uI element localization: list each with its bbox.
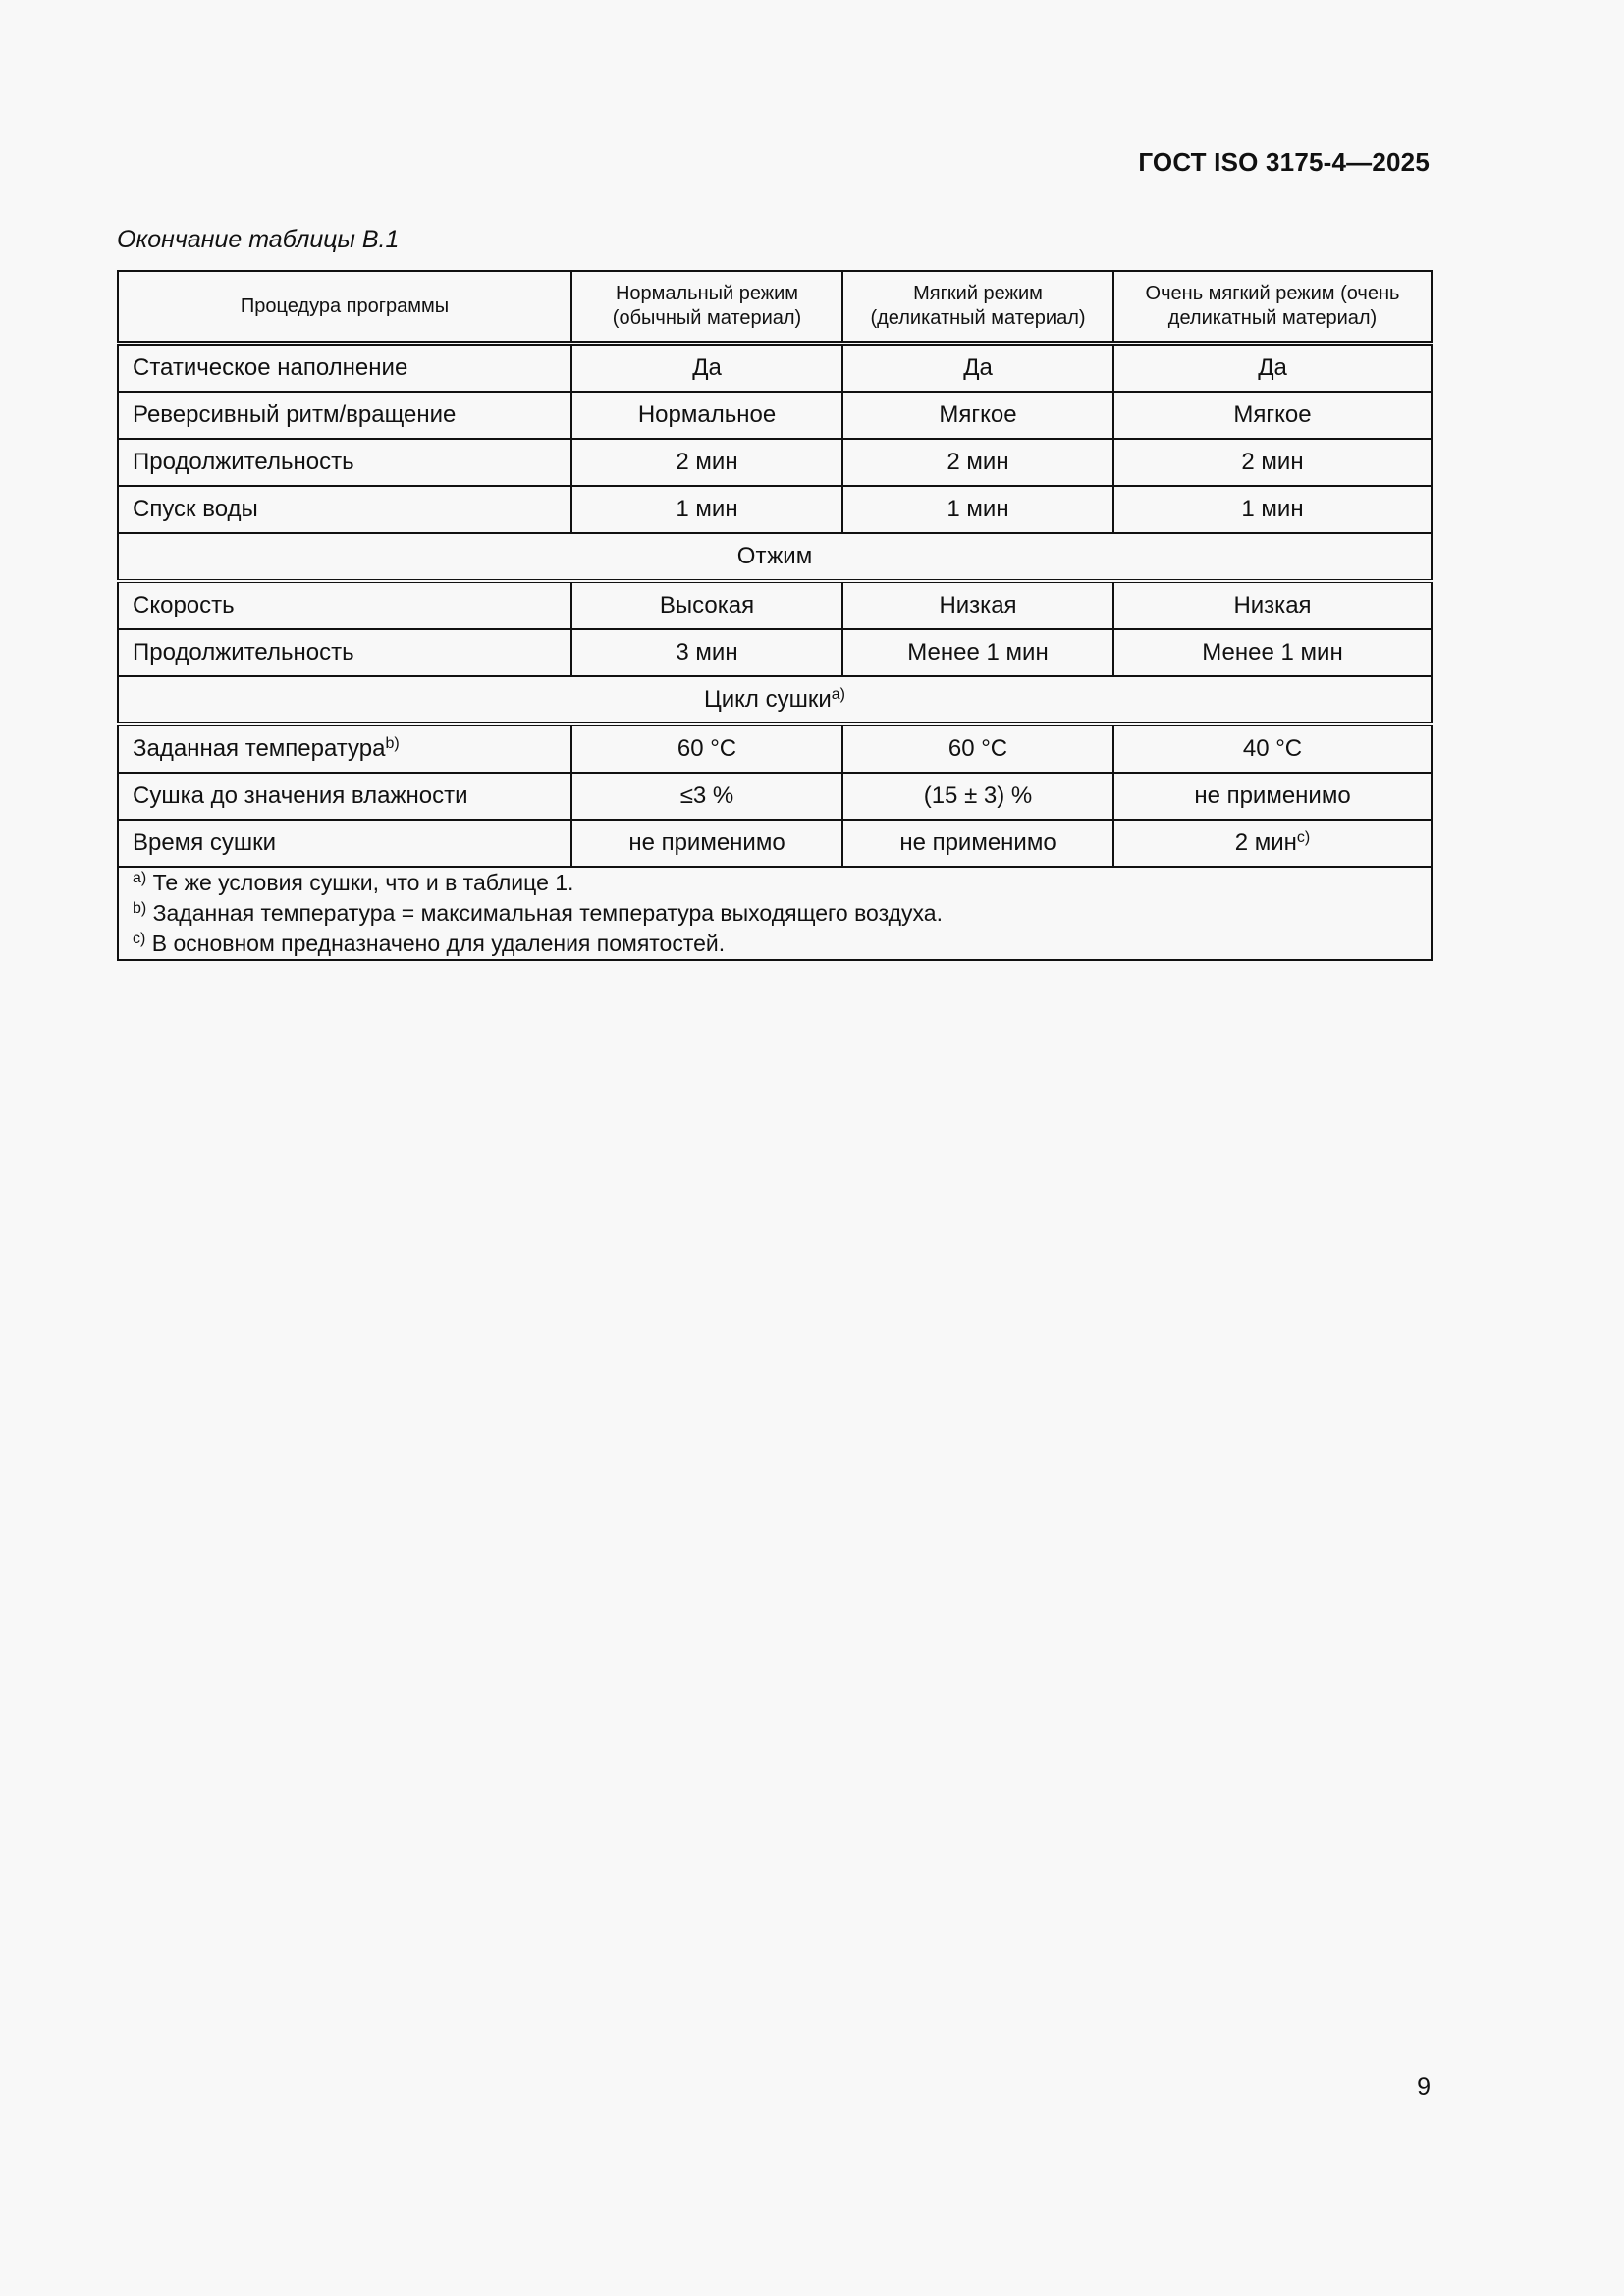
footnote-text: Заданная температура = максимальная температура выходящего воздуха. (152, 900, 943, 926)
header-procedure: Процедура программы (118, 271, 571, 344)
footnote-mark: b) (133, 900, 147, 917)
document-header: ГОСТ ISO 3175-4—2025 (1138, 147, 1430, 177)
footnote-text: В основном предназначено для удаления помятостей. (151, 931, 726, 956)
footnote-text: Те же условия сушки, что и в таблице 1. (152, 870, 574, 895)
footnote-ref: b) (385, 735, 400, 752)
cell-normal: Высокая (571, 581, 842, 629)
cell-gentle: Да (842, 344, 1113, 393)
table-row (118, 581, 1432, 629)
footnotes-row (118, 867, 1432, 960)
table-row (118, 629, 1432, 676)
header-normal-mode: Нормальный режим (обычный материал) (571, 271, 842, 344)
section-row-drying (118, 676, 1432, 724)
row-label: Время сушки (118, 820, 571, 867)
program-table (117, 270, 1433, 961)
cell-gentle: 1 мин (842, 486, 1113, 533)
section-title-drying-text: Цикл сушки (704, 686, 832, 713)
section-row-spin (118, 533, 1432, 581)
cell-normal: не применимо (571, 820, 842, 867)
page-number: 9 (1417, 2073, 1431, 2101)
footnote-ref: a) (831, 686, 845, 703)
cell-normal: 3 мин (571, 629, 842, 676)
table-row (118, 392, 1432, 439)
cell-gentle: 2 мин (842, 439, 1113, 486)
footnote-a (133, 868, 1417, 898)
table-footnotes (118, 867, 1432, 960)
row-label: Спуск воды (118, 486, 571, 533)
row-label: Продолжительность (118, 629, 571, 676)
table-row (118, 724, 1432, 773)
row-label: Скорость (118, 581, 571, 629)
row-label: Реверсивный ритм/вращение (118, 392, 571, 439)
cell-normal: Нормальное (571, 392, 842, 439)
cell-normal: 1 мин (571, 486, 842, 533)
row-label-cell (118, 724, 571, 773)
cell-normal: 2 мин (571, 439, 842, 486)
section-title-spin: Отжим (118, 533, 1432, 581)
cell-very-gentle: 40 °C (1113, 724, 1432, 773)
cell-very-gentle: не применимо (1113, 773, 1432, 820)
cell-very-gentle: Менее 1 мин (1113, 629, 1432, 676)
row-label: Статическое наполнение (118, 344, 571, 393)
row-label: Продолжительность (118, 439, 571, 486)
cell-very-gentle-cell (1113, 820, 1432, 867)
cell-normal: 60 °C (571, 724, 842, 773)
header-gentle-mode: Мягкий режим (деликатный материал) (842, 271, 1113, 344)
footnote-b (133, 898, 1417, 929)
cell-normal: ≤3 % (571, 773, 842, 820)
header-very-gentle-mode: Очень мягкий режим (очень деликатный материал) (1113, 271, 1432, 344)
cell-very-gentle: 1 мин (1113, 486, 1432, 533)
cell-very-gentle: Мягкое (1113, 392, 1432, 439)
cell-gentle: не применимо (842, 820, 1113, 867)
section-title-drying (118, 676, 1432, 724)
footnote-ref: c) (1296, 829, 1311, 846)
row-label: Заданная температура (133, 735, 386, 762)
cell-normal: Да (571, 344, 842, 393)
footnote-mark: c) (133, 931, 146, 947)
table-row (118, 773, 1432, 820)
cell-gentle: 60 °C (842, 724, 1113, 773)
cell-very-gentle: Да (1113, 344, 1432, 393)
footnote-mark: a) (133, 870, 147, 886)
row-label: Сушка до значения влажности (118, 773, 571, 820)
cell-gentle: Мягкое (842, 392, 1113, 439)
table-row (118, 486, 1432, 533)
table-row (118, 344, 1432, 393)
table-caption: Окончание таблицы В.1 (117, 226, 400, 253)
cell-very-gentle: 2 мин (1113, 439, 1432, 486)
cell-gentle: Менее 1 мин (842, 629, 1113, 676)
table-row (118, 820, 1432, 867)
cell-gentle: (15 ± 3) % (842, 773, 1113, 820)
table-header-row (118, 271, 1432, 344)
cell-very-gentle: Низкая (1113, 581, 1432, 629)
cell-gentle: Низкая (842, 581, 1113, 629)
footnote-c (133, 929, 1417, 959)
table-row (118, 439, 1432, 486)
cell-very-gentle: 2 мин (1234, 829, 1297, 856)
